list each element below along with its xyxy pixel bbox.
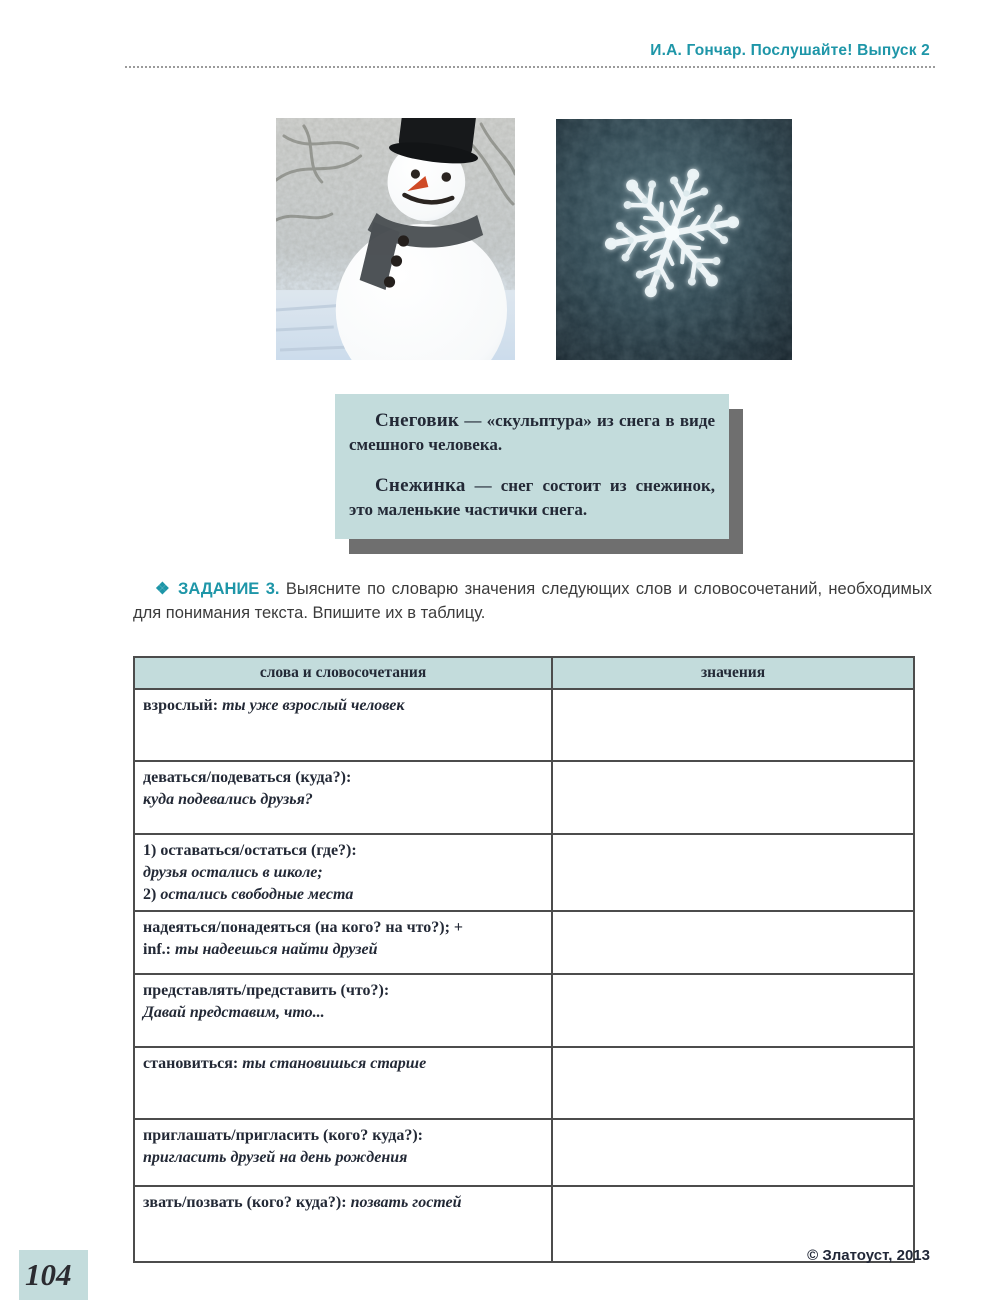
snowflake-photo: [556, 119, 792, 360]
table-row: [134, 1047, 914, 1119]
task-marker-icon: ❖: [155, 580, 172, 598]
words-cell: надеяться/понадеяться (на кого? на что?); + inf.: ты надеешься найти друзей: [134, 911, 552, 974]
definition-snowflake: Снежинка — снег состоит из снежинок, это маленькие частички снега.: [349, 475, 715, 519]
task-paragraph: [133, 577, 932, 625]
table-row: [134, 1119, 914, 1186]
meaning-cell: [552, 911, 914, 974]
words-cell: представлять/представить (что?): Давай представим, что...: [134, 974, 552, 1047]
vocabulary-table: [133, 656, 915, 1263]
snowman-photo: [276, 118, 515, 360]
term-snowman: Снеговик: [375, 410, 460, 431]
meaning-cell: [552, 1119, 914, 1186]
meaning-cell: [552, 1047, 914, 1119]
definition-snowman: Снеговик — «скульптура» из снега в виде смешного человека.: [349, 410, 715, 454]
task-label: ❖ ЗАДАНИЕ 3.: [155, 580, 280, 598]
meaning-cell: [552, 689, 914, 761]
meaning-cell: [552, 974, 914, 1047]
vocab-table-body: [134, 689, 914, 1262]
page-number: 104: [25, 1257, 72, 1292]
definition-box: [335, 394, 729, 539]
table-row: [134, 761, 914, 834]
words-cell: деваться/подеваться (куда?): куда подевались друзья?: [134, 761, 552, 834]
column-header-meanings: значения: [552, 657, 914, 689]
dotted-divider: [125, 66, 935, 68]
term-snowflake: Снежинка: [375, 475, 466, 496]
words-cell: становиться: ты становишься старше: [134, 1047, 552, 1119]
column-header-words: слова и словосочетания: [134, 657, 552, 689]
words-cell: звать/позвать (кого? куда?): позвать гостей: [134, 1186, 552, 1262]
meaning-cell: [552, 761, 914, 834]
table-row: [134, 689, 914, 761]
words-cell: приглашать/пригласить (кого? куда?): пригласить друзей на день рождения: [134, 1119, 552, 1186]
running-head-title: И.А. Гончар. Послушайте! Выпуск 2: [650, 42, 930, 59]
table-row: [134, 974, 914, 1047]
words-cell: 1) оставаться/остаться (где?): друзья остались в школе; 2) остались свободные места: [134, 834, 552, 911]
meaning-cell: [552, 834, 914, 911]
snowman-illustration: [276, 118, 515, 360]
task-instruction: Выясните по словарю значения следующих слов и словосочетаний, необходимых для понимания текста. Впишите их в таблицу.: [133, 580, 932, 622]
table-row: [134, 911, 914, 974]
table-row: [134, 834, 914, 911]
copyright-notice: © Златоуст, 2013: [807, 1247, 930, 1264]
table-header-row: [134, 657, 914, 689]
words-cell: взрослый: ты уже взрослый человек: [134, 689, 552, 761]
snowflake-illustration: [556, 119, 792, 360]
